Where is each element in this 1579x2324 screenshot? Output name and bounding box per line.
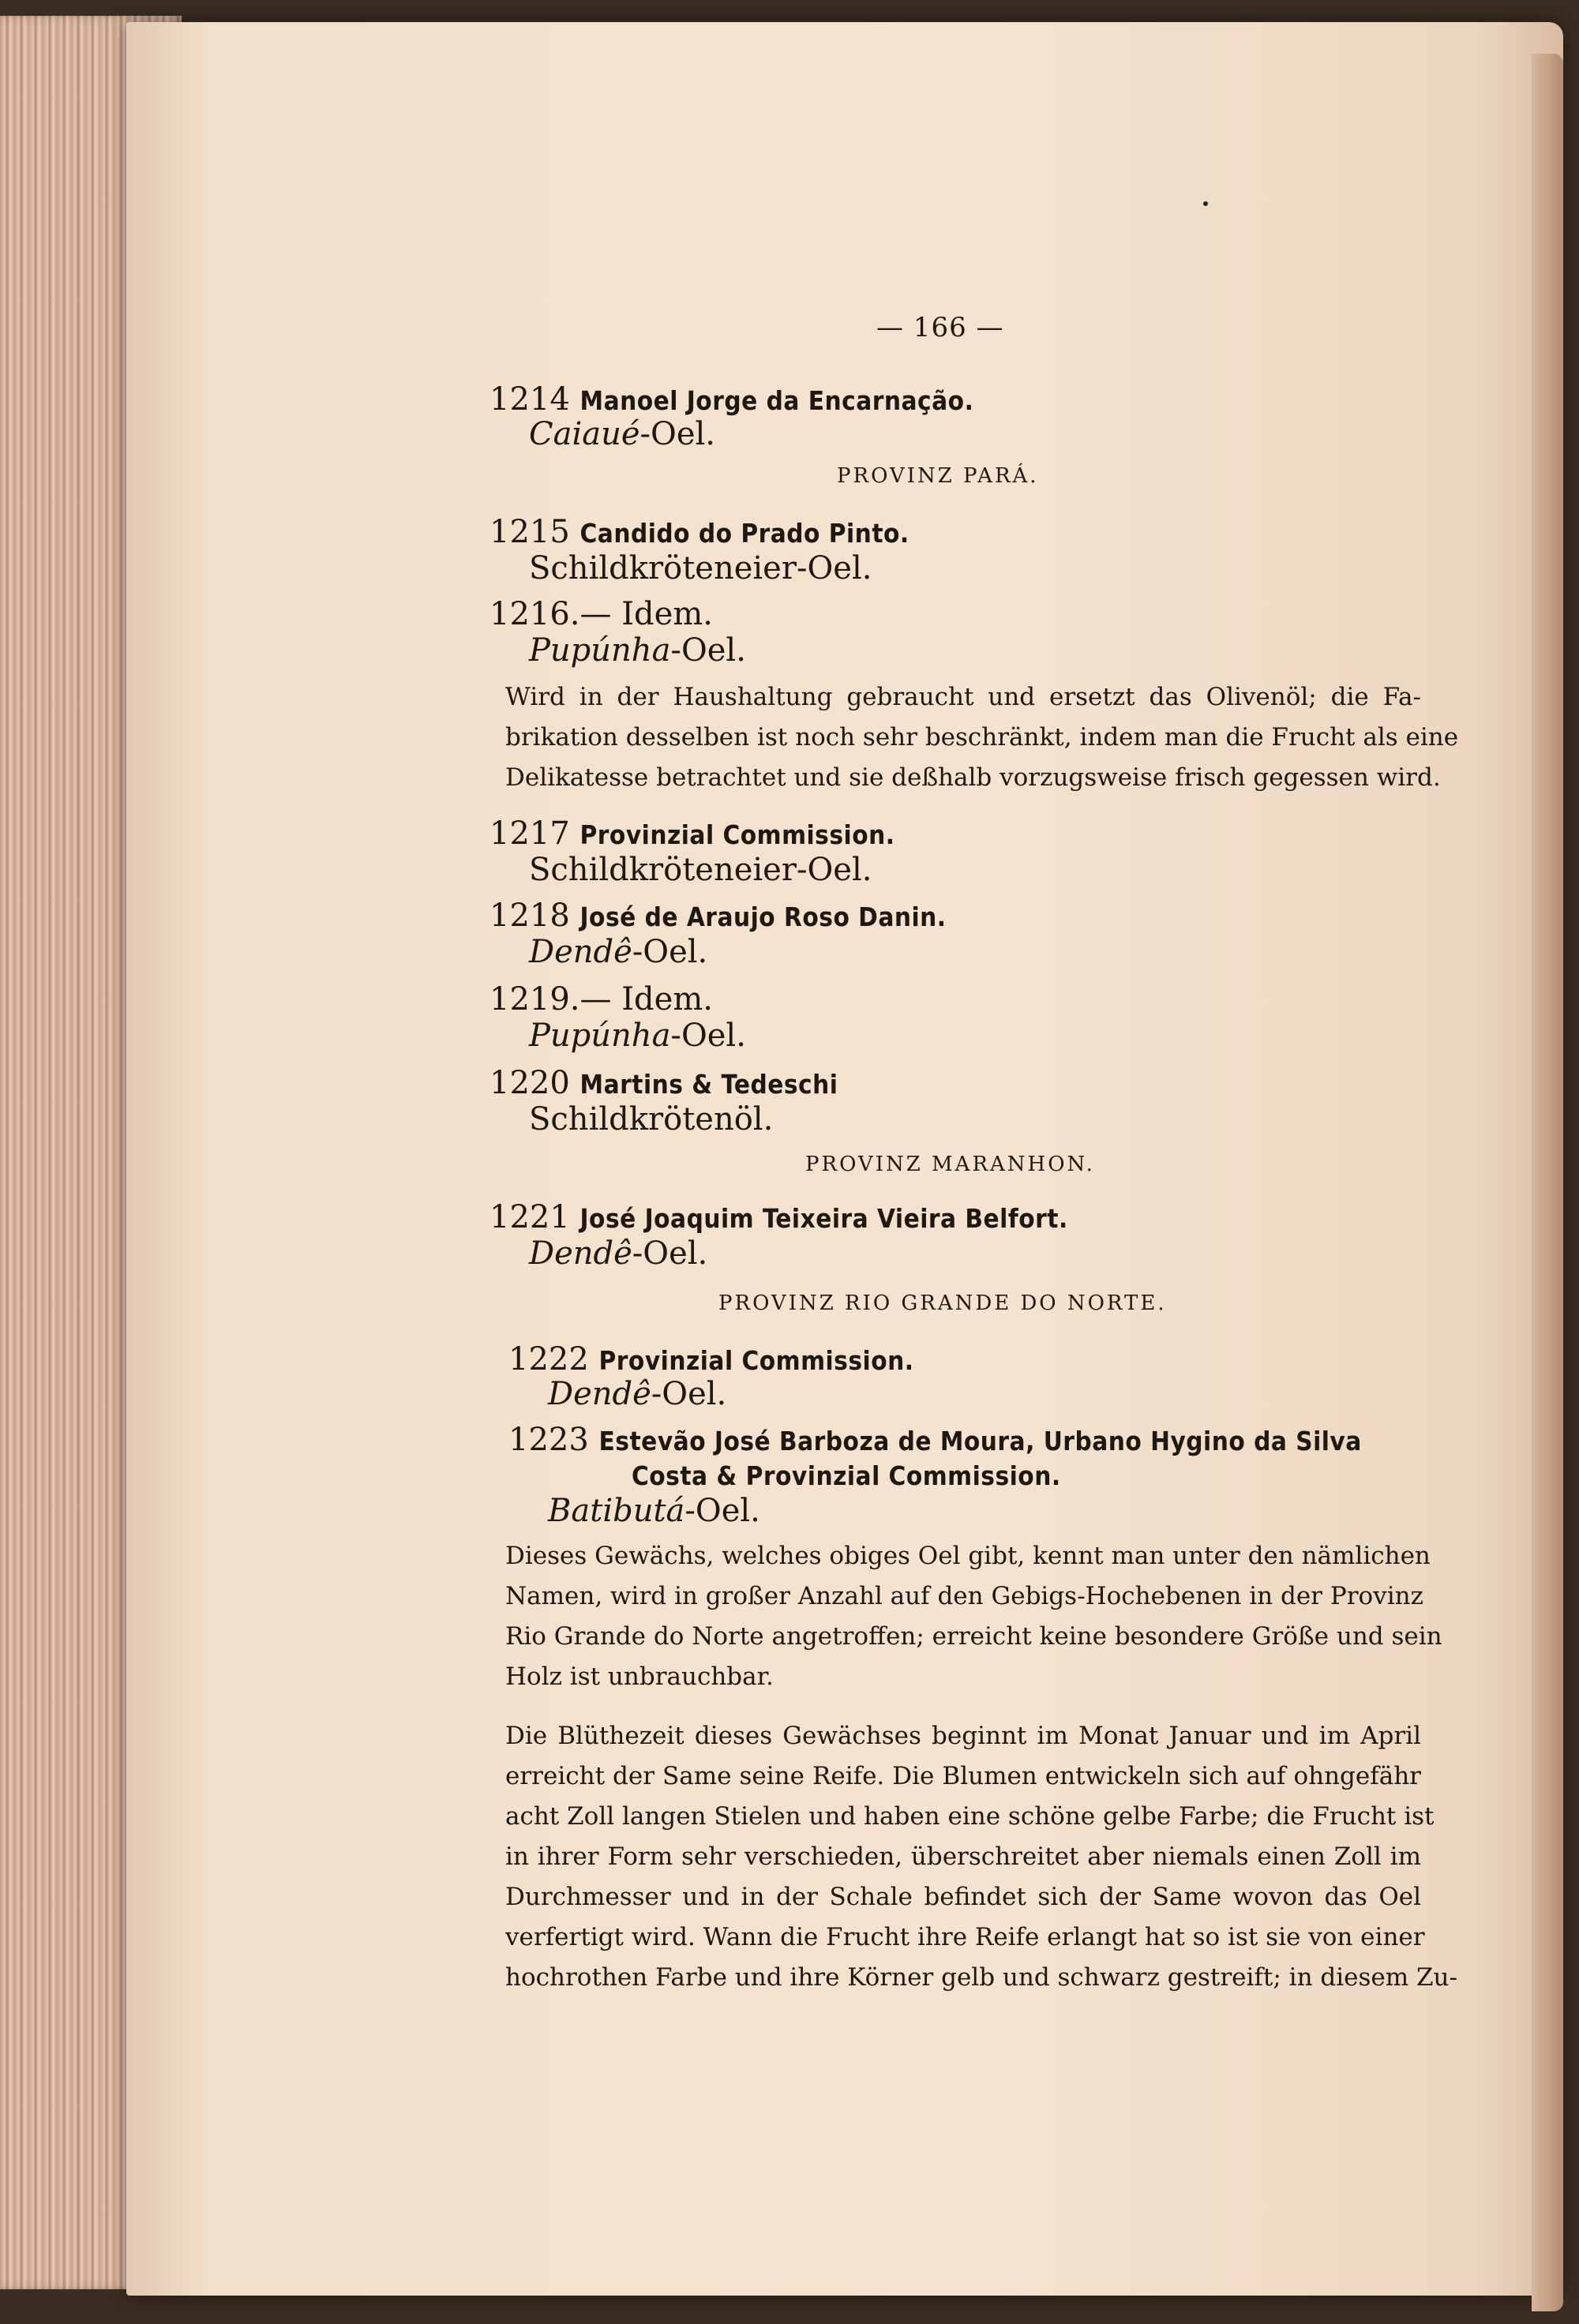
page-number: — 166 — (876, 312, 1004, 343)
entry-number: 1218 (489, 898, 570, 934)
exhibitor-name: Manoel Jorge da Encarnação. (579, 385, 974, 416)
product-suffix: -Oel. (670, 1018, 746, 1054)
text-line: Die Blüthezeit dieses Gewächses beginnt im Monat Januar und im April (505, 1722, 1421, 1750)
heading-provinz-maranhon: PROVINZ MARANHON. (805, 1153, 1095, 1176)
exhibitor-name: Idem. (621, 596, 713, 632)
text-line: Delikatesse betrachtet und sie deßhalb vorzugsweise frisch gegessen wird. (505, 763, 1441, 792)
product-name: Batibutá (548, 1493, 685, 1529)
entry-1214 (489, 380, 973, 420)
description-1223-b (505, 1716, 1457, 1998)
entry-1215 (489, 513, 910, 553)
heading-provinz-para: PROVINZ PARÁ. (837, 464, 1039, 488)
product-suffix: -Oel. (684, 1493, 760, 1529)
entry-1222 (508, 1340, 914, 1380)
text-line: verfertigt wird. Wann die Frucht ihre Reife erlangt hat so ist sie von einer (505, 1923, 1425, 1951)
entry-number: 1219.— (489, 981, 612, 1018)
entry-1221 (489, 1198, 1068, 1238)
product-name: Pupúnha (529, 632, 671, 669)
text-line: Wird in der Haushaltung gebraucht und ersetzt das Olivenöl; die Fa- (505, 683, 1421, 711)
heading-provinz-rio-grande-do-norte: PROVINZ RIO GRANDE DO NORTE. (718, 1291, 1167, 1315)
product-name: Caiaué (529, 416, 640, 452)
product-1218 (529, 933, 707, 971)
text-line: brikation desselben ist noch sehr beschränkt, indem man die Frucht als eine (505, 723, 1459, 752)
entry-number: 1216.— (489, 596, 612, 632)
product-1223 (548, 1492, 760, 1530)
product-1221 (529, 1235, 707, 1273)
product-name: Dendê (529, 934, 632, 970)
product-1219 (529, 1017, 746, 1055)
text-line: in ihrer Form sehr verschieden, überschreitet aber niemals einen Zoll im (505, 1842, 1421, 1871)
text-line: erreicht der Same seine Reife. Die Blumen entwickeln sich auf ohngefähr (505, 1762, 1421, 1790)
entry-number: 1221 (489, 1199, 570, 1235)
text-line: acht Zoll langen Stielen und haben eine schöne gelbe Farbe; die Frucht ist (505, 1802, 1435, 1831)
product-name: Dendê (548, 1376, 651, 1412)
entry-number: 1215 (489, 514, 570, 550)
exhibitor-name: José Joaquim Teixeira Vieira Belfort. (579, 1203, 1068, 1234)
text-line: Dieses Gewächs, welches obiges Oel gibt, kennt man unter den nämlichen (505, 1542, 1431, 1570)
exhibitor-name: Candido do Prado Pinto. (579, 518, 910, 549)
product-1215: Schildkröteneier-Oel. (529, 550, 872, 587)
product-suffix: -Oel. (670, 632, 746, 669)
entry-number: 1222 (508, 1341, 589, 1378)
product-1222 (548, 1375, 726, 1413)
product-suffix: -Oel. (632, 1235, 708, 1272)
text-line: Namen, wird in großer Anzahl auf den Gebigs-Hochebenen in der Provinz (505, 1582, 1423, 1610)
product-suffix: -Oel. (632, 934, 708, 970)
product-suffix: -Oel. (639, 416, 716, 452)
product-1217: Schildkröteneier-Oel. (529, 852, 872, 888)
ink-speck (1203, 201, 1208, 206)
exhibitor-name: Idem. (621, 981, 713, 1018)
exhibitor-name: Provinzial Commission. (598, 1345, 914, 1376)
product-1220: Schildkrötenöl. (529, 1101, 774, 1138)
exhibitor-name-continued: Costa & Provinzial Commission. (632, 1460, 1061, 1491)
exhibitor-name: Martins & Tedeschi (579, 1069, 838, 1100)
entry-1223 (508, 1421, 1362, 1460)
product-1216 (529, 632, 746, 669)
exhibitor-name: José de Araujo Roso Danin. (579, 901, 947, 932)
entry-number: 1223 (508, 1422, 589, 1458)
entry-number: 1214 (489, 381, 570, 418)
text-line: Holz ist unbrauchbar. (505, 1662, 774, 1691)
description-1223-a (505, 1536, 1442, 1697)
entry-number: 1220 (489, 1065, 570, 1101)
entry-number: 1217 (489, 815, 570, 852)
entry-1220 (489, 1064, 838, 1104)
page-right-edge (1532, 54, 1563, 2311)
entry-1216 (489, 595, 713, 633)
entry-1219 (489, 980, 713, 1018)
product-name: Dendê (529, 1235, 632, 1272)
entry-1223-continued (632, 1456, 1061, 1495)
exhibitor-name: Provinzial Commission. (579, 819, 895, 850)
entry-1218 (489, 897, 947, 936)
description-1216 (505, 677, 1459, 798)
product-1214 (529, 415, 715, 453)
product-name: Pupúnha (529, 1018, 671, 1054)
text-line: Rio Grande do Norte angetroffen; erreicht keine besondere Größe und sein (505, 1622, 1442, 1651)
entry-1217 (489, 815, 895, 854)
text-line: Durchmesser und in der Schale befindet sich der Same wovon das Oel (505, 1883, 1421, 1911)
text-line: hochrothen Farbe und ihre Körner gelb und schwarz gestreift; in diesem Zu- (505, 1963, 1457, 1992)
exhibitor-name: Estevão José Barboza de Moura, Urbano Hygino da Silva (598, 1426, 1362, 1456)
product-suffix: -Oel. (651, 1376, 727, 1412)
